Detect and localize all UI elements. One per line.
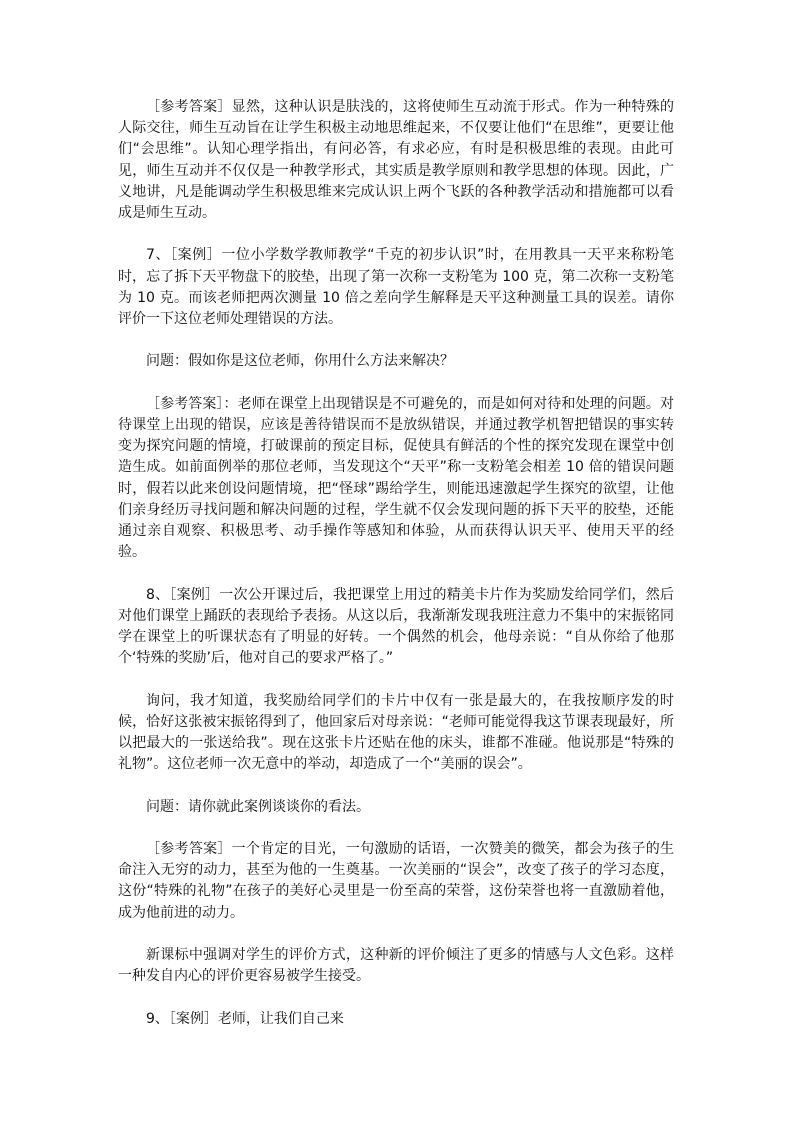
paragraph-answer-7: ［参考答案］：老师在课堂上出现错误是不可避免的，而是如何对待和处理的问题。对待课堂上出现的错误，应该是善待错误而不是放纵错误，并通过教学机智把错误的事实转变为探究问题的情境，打破课前的预定目标，促使具有鲜活的个性的探究发现在课堂中创造生成。如前面例举的那位老师，当发现这个“天平”称一支粉笔会相差 10 倍的错误问题时，假若以此来创设问题情境，把“怪球”踢给学生，则能迅速激起学生探究的欲望，让他们亲身经历寻找问题和解决问题的过程，学生就不仅会发现问题的拆下天平的胶垫，还能通过亲自观察、积极思考、动手操作等感知和体验，从而获得认识天平、使用天平的经验。 — [118, 395, 674, 561]
paragraph-case-7: 7、［案例］一位小学数学教师教学“千克的初步认识”时，在用教具一天平来称粉笔时，忘了拆下天平物盘下的胶垫，出现了第一次称一支粉笔为 100 克，第二次称一支粉笔为 10 克。而该老师把两次测量 10 倍之差向学生解释是天平这种测量工具的误差。请你评价一下这位老师处理错误的方法。 — [118, 247, 674, 328]
paragraph-case-9-heading: 9、［案例］老师，让我们自己来 — [146, 1010, 344, 1027]
paragraph-question-7: 问题：假如你是这位老师，你用什么方法来解决？ — [146, 353, 454, 370]
paragraph-case-8-continued: 询问，我才知道，我奖励给同学们的卡片中仅有一张是最大的，在我按顺序发的时候，恰好这张被宋振铭得到了，他回家后对母亲说：“老师可能觉得我这节课表现最好，所以把最大的一张送给我”。现在这张卡片还贴在他的床头，谁都不准碰。他说那是“特殊的礼物”。这位老师一次无意中的举动，却造成了一个“美丽的误会”。 — [118, 692, 674, 773]
paragraph-answer-8: ［参考答案］一个肯定的目光，一句激励的话语，一次赞美的微笑，都会为孩子的生命注入无穷的动力，甚至为他的一生奠基。一次美丽的“误会”，改变了孩子的学习态度，这份“特殊的礼物”在孩子的美好心灵里是一份至高的荣誉，这份荣誉也将一直激励着他，成为他前进的动力。 — [118, 841, 674, 921]
paragraph-case-8: 8、［案例］一次公开课过后，我把课堂上用过的精美卡片作为奖励发给同学们，然后对他们课堂上踊跃的表现给予表扬。从这以后，我渐渐发现我班注意力不集中的宋振铭同学在课堂上的听课状态有了明显的好转。一个偶然的机会，他母亲说：“自从你给了他那个‘特殊的奖励’后，他对自己的要求严格了。” — [118, 586, 674, 667]
paragraph-question-8: 问题：请你就此案例谈谈你的看法。 — [146, 798, 370, 815]
document-body — [118, 97, 674, 1030]
paragraph-comment-8: 新课标中强调对学生的评价方式，这种新的评价倾注了更多的情感与人文色彩。这样一种发自内心的评价更容易被学生接受。 — [118, 947, 674, 985]
paragraph-answer-interaction: ［参考答案］显然，这种认识是肤浅的，这将使师生互动流于形式。作为一种特殊的人际交往，师生互动旨在让学生积极主动地思维起来，不仅要让他们“在思维”，更要让他们“会思维”。认知心理学指出，有问必答，有求必应，有时是积极思维的表现。由此可见，师生互动并不仅仅是一种教学形式，其实质是教学原则和教学思想的体现。因此，广义地讲，凡是能调动学生积极思维来完成认识上两个飞跃的各种教学活动和措施都可以看成是师生互动。 — [118, 99, 674, 222]
